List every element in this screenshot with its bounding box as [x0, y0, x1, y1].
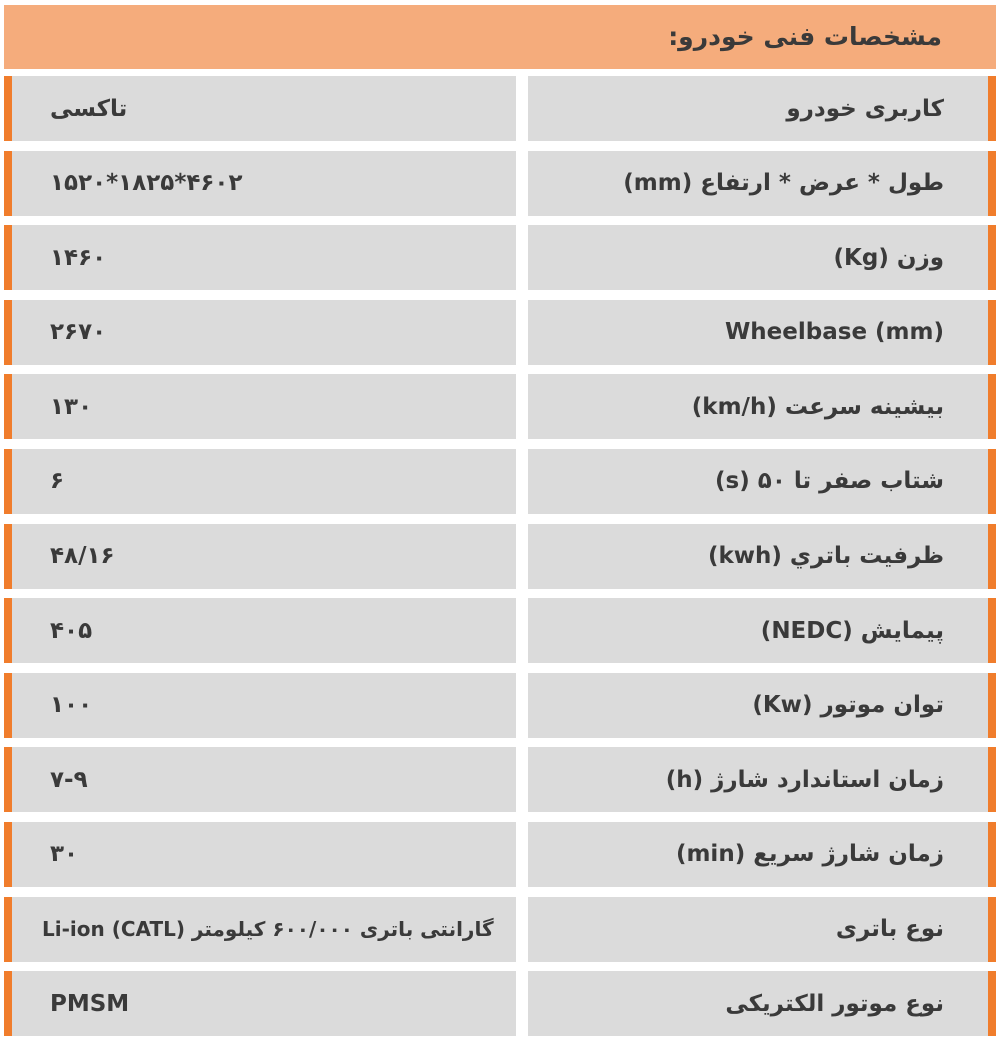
label-cell [528, 374, 996, 439]
label-cell [528, 300, 996, 365]
label-cell [528, 822, 996, 887]
top-speed-label: بیشینه سرعت (km/h) [691, 393, 944, 420]
value-cell [4, 225, 516, 290]
value-cell [4, 524, 516, 589]
weight-value: ۱۴۶۰ [50, 244, 107, 271]
value-cell [4, 151, 516, 216]
battery-type-value: گارانتی باتری ۶۰۰/۰۰۰ کیلومتر Li-ion (CATL) [42, 917, 494, 942]
table-row [4, 449, 996, 514]
table-row [4, 598, 996, 663]
standard-charge-value: ۷-۹ [50, 766, 88, 793]
spec-title: مشخصات فنی خودرو: [668, 22, 942, 51]
acceleration-label: شتاب صفر تا ۵۰ (s) [715, 468, 944, 495]
value-cell [4, 673, 516, 738]
value-cell [4, 76, 516, 141]
table-row [4, 76, 996, 141]
value-cell [4, 449, 516, 514]
value-cell [4, 897, 516, 962]
weight-label: وزن (Kg) [833, 244, 944, 271]
value-cell [4, 374, 516, 439]
range-label: پیمایش (NEDC) [760, 617, 944, 644]
top-speed-value: ۱۳۰ [50, 393, 93, 420]
spec-header [4, 5, 996, 69]
wheelbase-label: Wheelbase (mm) [724, 319, 944, 346]
acceleration-value: ۶ [50, 468, 65, 495]
usage-label: کاربری خودرو [786, 95, 944, 122]
label-cell [528, 897, 996, 962]
label-cell [528, 76, 996, 141]
table-row [4, 673, 996, 738]
table-row [4, 374, 996, 439]
value-cell [4, 822, 516, 887]
table-row [4, 151, 996, 216]
standard-charge-label: زمان استاندارد شارژ (h) [665, 766, 944, 793]
motor-power-value: ۱۰۰ [50, 692, 93, 719]
motor-type-label: نوع موتور الکتریکی [725, 990, 944, 1017]
table-row [4, 822, 996, 887]
dimensions-value: ۱۵۲۰*۱۸۲۵*۴۶۰۲ [50, 170, 243, 197]
value-cell [4, 300, 516, 365]
label-cell [528, 524, 996, 589]
label-cell [528, 598, 996, 663]
label-cell [528, 971, 996, 1036]
range-value: ۴۰۵ [50, 617, 93, 644]
table-row [4, 524, 996, 589]
fast-charge-label: زمان شارژ سریع (min) [675, 841, 944, 868]
label-cell [528, 449, 996, 514]
label-cell [528, 673, 996, 738]
table-row [4, 300, 996, 365]
fast-charge-value: ۳۰ [50, 841, 79, 868]
dimensions-label: طول * عرض * ارتفاع (mm) [623, 170, 944, 197]
battery-type-label: نوع باتری [835, 916, 944, 943]
battery-capacity-label: ظرفیت باتري (kwh) [707, 543, 944, 570]
wheelbase-value: ۲۶۷۰ [50, 319, 107, 346]
table-row [4, 747, 996, 812]
battery-capacity-value: ۴۸/۱۶ [50, 543, 115, 570]
table-row [4, 225, 996, 290]
label-cell [528, 151, 996, 216]
motor-type-value: PMSM [50, 990, 130, 1017]
motor-power-label: توان موتور (Kw) [752, 692, 944, 719]
label-cell [528, 225, 996, 290]
table-row [4, 971, 996, 1036]
value-cell [4, 971, 516, 1036]
spec-table [4, 76, 996, 1046]
label-cell [528, 747, 996, 812]
table-row [4, 897, 996, 962]
value-cell [4, 747, 516, 812]
value-cell [4, 598, 516, 663]
usage-value: تاکسی [50, 95, 128, 122]
